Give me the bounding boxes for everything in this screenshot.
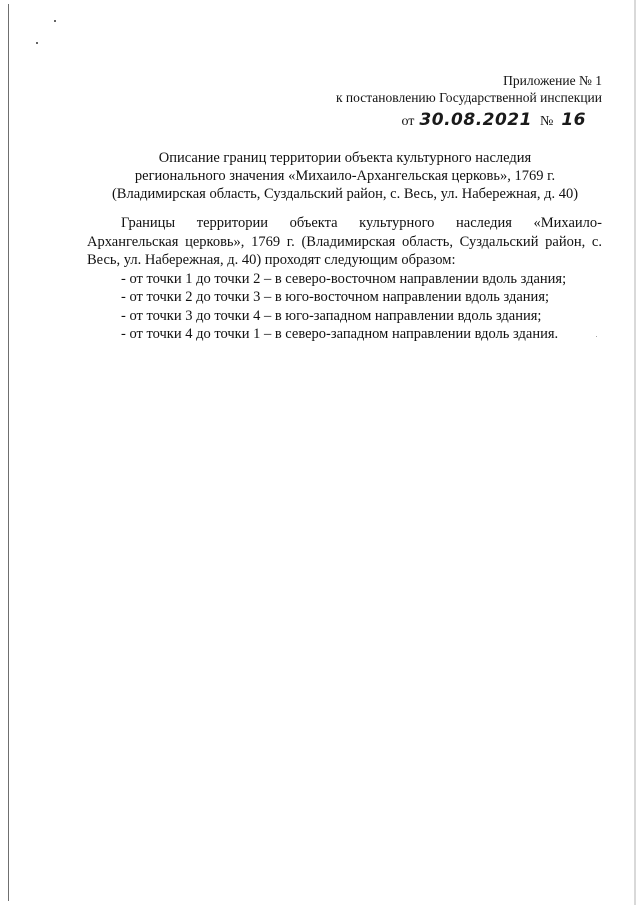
appendix-number: Приложение № 1 xyxy=(503,73,602,88)
boundary-list-item: - от точки 4 до точки 1 – в северо-западном направлении вдоль здания. xyxy=(121,326,559,342)
handwritten-number: 16 xyxy=(561,110,586,130)
scan-border-right xyxy=(634,0,636,905)
date-prefix: от xyxy=(401,114,415,129)
appendix-header xyxy=(336,72,602,106)
scan-border-left xyxy=(8,4,9,901)
boundary-list-item: - от точки 1 до точки 2 – в северо-восточном направлении вдоль здания; xyxy=(121,270,567,287)
scan-speck xyxy=(54,20,56,22)
title-line: Описание границ территории объекта культурного наследия xyxy=(158,150,532,166)
boundary-list-item: - от точки 2 до точки 3 – в юго-восточном направлении вдоль здания; xyxy=(121,289,550,305)
number-sign: № xyxy=(539,114,554,129)
resolution-reference xyxy=(401,110,586,130)
title-line: регионального значения «Михаило-Архангельская церковь», 1769 г. xyxy=(134,168,556,184)
handwritten-date: 30.08.2021 xyxy=(419,110,532,130)
document-body xyxy=(87,214,602,344)
scan-speck xyxy=(36,42,38,44)
document-title xyxy=(90,149,600,203)
boundary-list-item: - от точки 3 до точки 4 – в юго-западном направлении вдоль здания; xyxy=(121,307,542,324)
boundary-paragraph: Границы территории объекта культурного наследия «Михаило-Архангельская церковь», 1769 г. (Владимирская область, Суздальский район, с. Весь, ул. Набережная, д. 40) проходят следующим образом: xyxy=(87,215,602,268)
title-line: (Владимирская область, Суздальский район, с. Весь, ул. Набережная, д. 40) xyxy=(111,186,579,202)
appendix-reference: к постановлению Государственной инспекции xyxy=(336,90,602,105)
